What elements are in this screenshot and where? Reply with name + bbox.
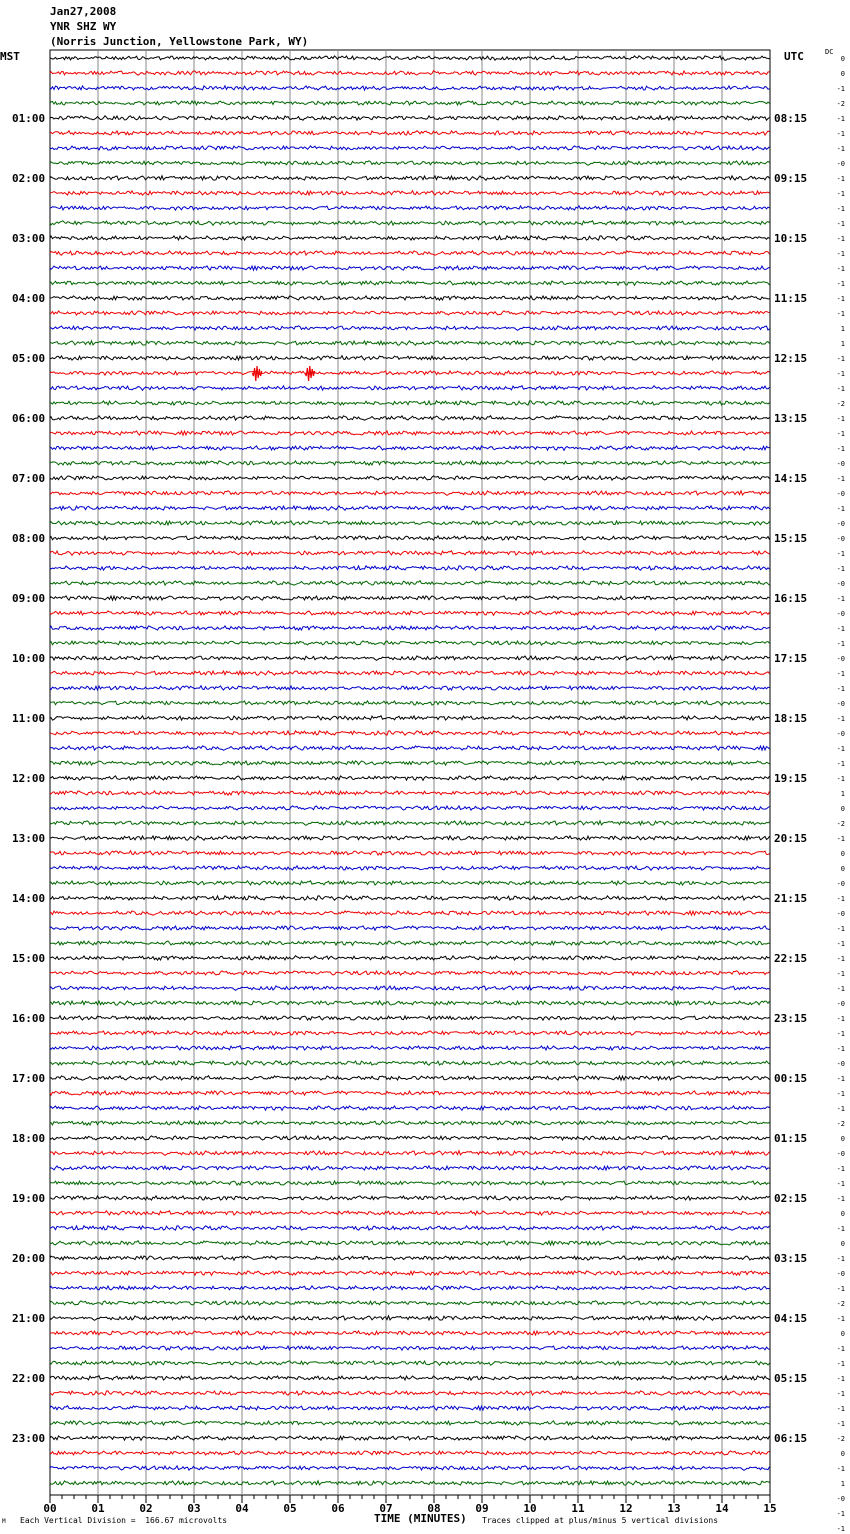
trace-line: [50, 1451, 770, 1455]
x-tick-label: 07: [379, 1502, 393, 1515]
dc-offset: -1: [836, 370, 845, 378]
trace-line: [50, 296, 770, 301]
dc-offset: -1: [836, 970, 845, 978]
utc-hour-labels: [774, 112, 807, 1445]
mst-hour-label: 13:00: [12, 832, 46, 845]
trace-line: [50, 1061, 770, 1065]
trace-line: [50, 641, 770, 645]
trace-line: [50, 1481, 770, 1485]
utc-hour-label: 19:15: [774, 772, 808, 785]
trace-line: [50, 581, 770, 586]
utc-hour-label: 20:15: [774, 832, 808, 845]
trace-line: [50, 371, 770, 375]
dc-offset: -1: [836, 985, 845, 993]
trace-line: [50, 56, 770, 60]
trace-line: [50, 1406, 770, 1411]
trace-line: [50, 701, 770, 705]
dc-offset: -1: [836, 115, 845, 123]
scale-text: Each Vertical Division = 166.67 microvolts: [20, 1516, 228, 1525]
trace-line: [50, 461, 770, 466]
utc-hour-label: 22:15: [774, 952, 808, 965]
utc-hour-label: 12:15: [774, 352, 808, 365]
trace-line: [50, 1181, 770, 1185]
trace-line: [50, 521, 770, 525]
dc-offset: -1: [836, 715, 845, 723]
dc-offset: -0: [836, 1060, 845, 1068]
dc-offset: -1: [836, 1405, 845, 1413]
trace-line: [50, 446, 770, 450]
dc-offset: -2: [836, 100, 845, 108]
event-spike: [305, 366, 314, 381]
trace-line: [50, 551, 770, 556]
utc-hour-label: 13:15: [774, 412, 808, 425]
dc-offset: -0: [836, 535, 845, 543]
trace-line: [50, 836, 770, 840]
dc-offset: -0: [836, 580, 845, 588]
trace-line: [50, 1196, 770, 1200]
mst-hour-labels: [12, 112, 45, 1445]
dc-offset: -0: [836, 1270, 845, 1278]
dc-offset: -1: [836, 1510, 845, 1518]
dc-offset: -1: [836, 670, 845, 678]
dc-offset: -1: [836, 280, 845, 288]
trace-line: [50, 1031, 770, 1035]
trace-line: [50, 1241, 770, 1246]
dc-offset: -1: [836, 835, 845, 843]
dc-offset: -1: [836, 205, 845, 213]
dc-offset: -1: [836, 250, 845, 258]
trace-line: [50, 806, 770, 810]
trace-line: [50, 566, 770, 570]
x-axis-title: TIME (MINUTES): [374, 1512, 467, 1525]
dc-offset: -1: [836, 1465, 845, 1473]
trace-line: [50, 731, 770, 735]
dc-offset: -0: [836, 610, 845, 618]
trace-line: [50, 266, 770, 270]
x-tick-label: 09: [475, 1502, 489, 1515]
dc-offset: -1: [836, 1390, 845, 1398]
dc-offset: -1: [836, 445, 845, 453]
dc-offset: -1: [836, 775, 845, 783]
trace-line: [50, 341, 770, 345]
dc-offset: 1: [840, 340, 845, 348]
trace-line: [50, 626, 770, 631]
dc-offset: 1: [840, 790, 845, 798]
x-tick-label: 10: [523, 1502, 537, 1515]
trace-line: [50, 326, 770, 331]
trace-line: [50, 1226, 770, 1230]
utc-hour-label: 08:15: [774, 112, 808, 125]
mst-hour-label: 17:00: [12, 1072, 46, 1085]
dc-offset: -1: [836, 565, 845, 573]
dc-offset: -1: [836, 1015, 845, 1023]
x-tick-label: 12: [619, 1502, 633, 1515]
trace-line: [50, 1211, 770, 1215]
dc-offset: -2: [836, 1435, 845, 1443]
dc-offset: -1: [836, 625, 845, 633]
trace-line: [50, 491, 770, 496]
dc-offset: -1: [836, 1075, 845, 1083]
trace-line: [50, 1166, 770, 1171]
trace-line: [50, 1286, 770, 1290]
trace-line: [50, 881, 770, 885]
mst-hour-label: 19:00: [12, 1192, 46, 1205]
dc-offset: -1: [836, 415, 845, 423]
dc-offset: -1: [836, 220, 845, 228]
utc-hour-label: 18:15: [774, 712, 808, 725]
x-tick-label: 03: [187, 1502, 201, 1515]
trace-line: [50, 986, 770, 991]
trace-line: [50, 971, 770, 975]
x-tick-label: 01: [91, 1502, 105, 1515]
mst-hour-label: 09:00: [12, 592, 46, 605]
trace-line: [50, 1151, 770, 1156]
utc-hour-label: 15:15: [774, 532, 808, 545]
trace-line: [50, 251, 770, 256]
dc-offset: -1: [836, 1525, 845, 1533]
mst-hour-label: 08:00: [12, 532, 46, 545]
dc-offset: -1: [836, 265, 845, 273]
station-location: (Norris Junction, Yellowstone Park, WY): [50, 35, 309, 48]
left-timezone-label: MST: [0, 50, 20, 63]
dc-offset: -1: [836, 1090, 845, 1098]
seismic-traces: [50, 56, 770, 1485]
trace-line: [50, 941, 770, 945]
dc-header: DC: [825, 48, 834, 56]
dc-offset: -1: [836, 685, 845, 693]
dc-offset: -1: [836, 760, 845, 768]
dc-offset: -0: [836, 520, 845, 528]
utc-hour-label: 14:15: [774, 472, 808, 485]
x-tick-label: 14: [715, 1502, 729, 1515]
trace-line: [50, 1046, 770, 1050]
trace-line: [50, 776, 770, 780]
trace-line: [50, 146, 770, 150]
corner-mark: M: [2, 1518, 6, 1525]
dc-offset: -1: [836, 1360, 845, 1368]
mst-hour-label: 14:00: [12, 892, 46, 905]
dc-offset: -1: [836, 385, 845, 393]
utc-hour-label: 04:15: [774, 1312, 808, 1325]
dc-offset: -2: [836, 1120, 845, 1128]
dc-offset: -0: [836, 160, 845, 168]
trace-line: [50, 1106, 770, 1110]
dc-offset: -1: [836, 430, 845, 438]
mst-hour-label: 18:00: [12, 1132, 46, 1145]
utc-hour-label: 17:15: [774, 652, 808, 665]
trace-line: [50, 101, 770, 105]
record-date: Jan27,2008: [50, 5, 117, 18]
trace-line: [50, 1316, 770, 1321]
trace-line: [50, 1271, 770, 1275]
dc-offset: -1: [836, 940, 845, 948]
dc-offset: -1: [836, 1045, 845, 1053]
dc-offset: -1: [836, 1105, 845, 1113]
trace-line: [50, 1466, 770, 1471]
trace-line: [50, 1256, 770, 1260]
trace-line: [50, 401, 770, 405]
trace-line: [50, 386, 770, 391]
mst-hour-label: 06:00: [12, 412, 46, 425]
utc-hour-label: 00:15: [774, 1072, 808, 1085]
trace-line: [50, 656, 770, 661]
utc-hour-label: 21:15: [774, 892, 808, 905]
dc-offset: 0: [840, 1135, 845, 1143]
dc-offset: -1: [836, 310, 845, 318]
dc-offset: -1: [836, 640, 845, 648]
dc-offset: -1: [836, 595, 845, 603]
dc-offset: -2: [836, 820, 845, 828]
trace-line: [50, 866, 770, 870]
dc-offset: 0: [840, 70, 845, 78]
mst-hour-label: 07:00: [12, 472, 46, 485]
trace-line: [50, 851, 770, 855]
dc-offset: -1: [836, 475, 845, 483]
dc-offset: -0: [836, 1000, 845, 1008]
mst-hour-label: 05:00: [12, 352, 46, 365]
right-timezone-label: UTC: [784, 50, 804, 63]
dc-offset: -1: [836, 1165, 845, 1173]
trace-line: [50, 896, 770, 900]
dc-offset: 0: [840, 1210, 845, 1218]
dc-offset: 0: [840, 865, 845, 873]
mst-hour-label: 16:00: [12, 1012, 46, 1025]
trace-line: [50, 506, 770, 510]
dc-offset: -1: [836, 145, 845, 153]
trace-line: [50, 821, 770, 826]
mst-hour-label: 12:00: [12, 772, 46, 785]
trace-line: [50, 86, 770, 90]
dc-offset: -1: [836, 745, 845, 753]
mst-hour-label: 03:00: [12, 232, 46, 245]
trace-line: [50, 1016, 770, 1020]
dc-offset: 0: [840, 1240, 845, 1248]
utc-hour-label: 23:15: [774, 1012, 808, 1025]
trace-line: [50, 1391, 770, 1395]
trace-line: [50, 416, 770, 421]
trace-line: [50, 191, 770, 195]
trace-line: [50, 911, 770, 916]
mst-hour-label: 11:00: [12, 712, 46, 725]
trace-line: [50, 611, 770, 615]
trace-line: [50, 281, 770, 285]
trace-line: [50, 131, 770, 135]
dc-offset: 0: [840, 1330, 845, 1338]
dc-offset: -1: [836, 190, 845, 198]
trace-line: [50, 1136, 770, 1140]
utc-hour-label: 01:15: [774, 1132, 808, 1145]
dc-offset: -1: [836, 895, 845, 903]
trace-line: [50, 1001, 770, 1005]
utc-hour-label: 16:15: [774, 592, 808, 605]
trace-line: [50, 221, 770, 226]
trace-line: [50, 1301, 770, 1305]
station-code: YNR SHZ WY: [50, 20, 117, 33]
mst-hour-label: 21:00: [12, 1312, 46, 1325]
trace-line: [50, 716, 770, 720]
mst-hour-label: 23:00: [12, 1432, 46, 1445]
utc-hour-label: 06:15: [774, 1432, 808, 1445]
dc-offset: -1: [836, 1375, 845, 1383]
trace-line: [50, 431, 770, 435]
utc-hour-label: 09:15: [774, 172, 808, 185]
trace-line: [50, 176, 770, 180]
dc-offset: -1: [836, 1345, 845, 1353]
dc-offset: -1: [836, 955, 845, 963]
dc-offset: -0: [836, 655, 845, 663]
dc-offset: -1: [836, 550, 845, 558]
x-tick-label: 05: [283, 1502, 297, 1515]
utc-hour-label: 03:15: [774, 1252, 808, 1265]
trace-line: [50, 746, 770, 751]
dc-offset: 0: [840, 1450, 845, 1458]
dc-offset: -1: [836, 85, 845, 93]
trace-line: [50, 1091, 770, 1095]
dc-offset: -1: [836, 1225, 845, 1233]
dc-offset: -1: [836, 1195, 845, 1203]
trace-line: [50, 1376, 770, 1380]
mst-hour-label: 22:00: [12, 1372, 46, 1385]
dc-offset: -1: [836, 235, 845, 243]
mst-hour-label: 04:00: [12, 292, 46, 305]
trace-line: [50, 536, 770, 540]
dc-offset: 0: [840, 805, 845, 813]
dc-offset: -2: [836, 400, 845, 408]
trace-line: [50, 356, 770, 360]
dc-offset-labels: [837, 55, 845, 1533]
trace-line: [50, 671, 770, 675]
x-tick-label: 13: [667, 1502, 681, 1515]
dc-offset: -0: [836, 1495, 845, 1503]
x-tick-label: 06: [331, 1502, 345, 1515]
mst-hour-label: 01:00: [12, 112, 46, 125]
mst-hour-label: 20:00: [12, 1252, 46, 1265]
x-tick-label: 08: [427, 1502, 441, 1515]
trace-line: [50, 1346, 770, 1350]
dc-offset: -0: [836, 910, 845, 918]
utc-hour-label: 11:15: [774, 292, 808, 305]
dc-offset: -0: [836, 490, 845, 498]
dc-offset: -1: [836, 175, 845, 183]
dc-offset: 1: [840, 1480, 845, 1488]
x-tick-label: 15: [763, 1502, 777, 1515]
x-tick-label: 00: [43, 1502, 57, 1515]
dc-offset: -0: [836, 880, 845, 888]
dc-offset: -2: [836, 1300, 845, 1308]
clip-text: Traces clipped at plus/minus 5 vertical divisions: [482, 1516, 719, 1525]
dc-offset: 0: [840, 55, 845, 63]
dc-offset: -1: [836, 1315, 845, 1323]
trace-line: [50, 1121, 770, 1126]
trace-line: [50, 236, 770, 240]
dc-offset: -1: [836, 130, 845, 138]
trace-line: [50, 956, 770, 961]
dc-offset: 0: [840, 850, 845, 858]
dc-offset: -1: [836, 1420, 845, 1428]
dc-offset: -1: [836, 295, 845, 303]
x-tick-label: 02: [139, 1502, 153, 1515]
trace-line: [50, 791, 770, 796]
dc-offset: -0: [836, 700, 845, 708]
dc-offset: -0: [836, 730, 845, 738]
dc-offset: -1: [836, 1255, 845, 1263]
trace-line: [50, 71, 770, 75]
trace-line: [50, 206, 770, 210]
dc-offset: -1: [836, 1285, 845, 1293]
x-tick-label: 11: [571, 1502, 585, 1515]
dc-offset: -0: [836, 1150, 845, 1158]
trace-line: [50, 761, 770, 765]
trace-line: [50, 311, 770, 315]
dc-offset: -1: [836, 355, 845, 363]
mst-hour-label: 15:00: [12, 952, 46, 965]
dc-offset: 1: [840, 325, 845, 333]
trace-line: [50, 161, 770, 166]
dc-offset: -1: [836, 505, 845, 513]
trace-line: [50, 1421, 770, 1425]
x-tick-label: 04: [235, 1502, 249, 1515]
dc-offset: -1: [836, 925, 845, 933]
utc-hour-label: 02:15: [774, 1192, 808, 1205]
dc-offset: -0: [836, 460, 845, 468]
trace-line: [50, 116, 770, 120]
trace-line: [50, 1436, 770, 1440]
utc-hour-label: 10:15: [774, 232, 808, 245]
utc-hour-label: 05:15: [774, 1372, 808, 1385]
trace-line: [50, 1076, 770, 1081]
dc-offset: -1: [836, 1180, 845, 1188]
trace-line: [50, 1331, 770, 1335]
trace-line: [50, 596, 770, 600]
trace-line: [50, 686, 770, 690]
mst-hour-label: 10:00: [12, 652, 46, 665]
dc-offset: -1: [836, 1030, 845, 1038]
trace-line: [50, 476, 770, 480]
trace-line: [50, 1361, 770, 1366]
trace-line: [50, 926, 770, 930]
mst-hour-label: 02:00: [12, 172, 46, 185]
